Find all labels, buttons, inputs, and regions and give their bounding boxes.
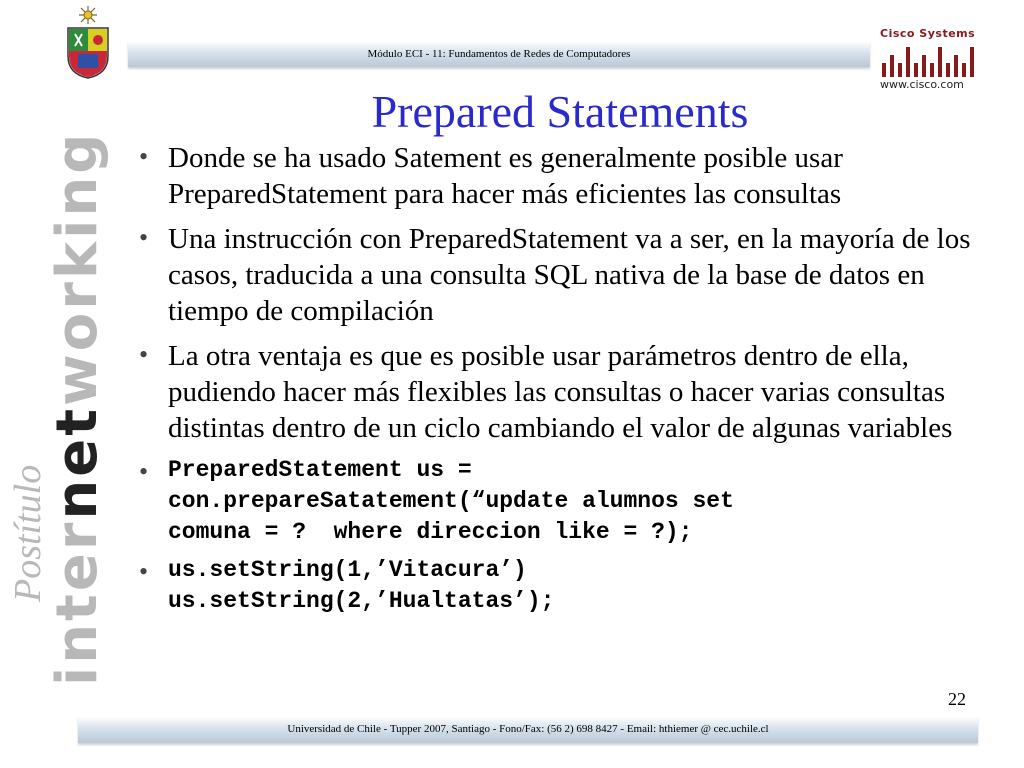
bullet-item (136, 455, 976, 548)
cisco-systems-logo-text: Cisco Systems (880, 27, 976, 40)
slide-title: Prepared Statements (371, 86, 749, 137)
bullet-icon: • (139, 223, 149, 252)
footer-text: Universidad de Chile - Tupper 2007, Santiago - Fono/Fax: (56 2) 698 8427 - Email: hthiemer @ cec.uchile.cl (287, 723, 769, 735)
brand-word-inter: inter (45, 519, 110, 686)
cisco-url: www.cisco.com (880, 78, 964, 91)
internetworking-brand (0, 90, 112, 690)
brand-word-working: working (45, 130, 110, 406)
bullet-item (136, 555, 976, 617)
header-bar (128, 41, 870, 67)
postitulo-text: Postítulo (7, 464, 49, 602)
code-snippet: PreparedStatement us = con.prepareSatatement(“update alumnos set comuna = ? where direccion like = ?); (168, 457, 734, 545)
svg-text:internetworking (45, 131, 110, 686)
cisco-bridge-icon (880, 43, 976, 79)
bullet-icon: • (139, 457, 149, 486)
page-number: 22 (948, 689, 966, 709)
footer-bar (78, 716, 978, 743)
bullet-item (136, 338, 976, 446)
module-title: Módulo ECI - 11: Fundamentos de Redes de Computadores (367, 48, 631, 60)
brand-word-net: net (45, 405, 110, 520)
bullet-icon: • (139, 557, 149, 586)
bullet-text: La otra ventaja es que es posible usar parámetros dentro de ella, pudiendo hacer más flexibles las consultas o hacer varias consultas distintas dentro de un ciclo cambiando el valor de algunas variables (168, 340, 953, 444)
bullet-item (136, 221, 976, 329)
university-crest-icon (60, 4, 116, 80)
bullet-list (136, 140, 976, 624)
bullet-text: Una instrucción con PreparedStatement va a ser, en la mayoría de los casos, traducida a una consulta SQL nativa de la base de datos en tiempo de compilación (168, 223, 971, 327)
code-snippet: us.setString(1,’Vitacura’) us.setString(2,’Hualtatas’); (168, 557, 555, 614)
cisco-logo (880, 20, 980, 90)
bullet-text: Donde se ha usado Satement es generalmente posible usar PreparedStatement para hacer más eficientes las consultas (168, 142, 843, 210)
bullet-item (136, 140, 976, 212)
bullet-icon: • (139, 142, 149, 171)
bullet-icon: • (139, 340, 149, 369)
